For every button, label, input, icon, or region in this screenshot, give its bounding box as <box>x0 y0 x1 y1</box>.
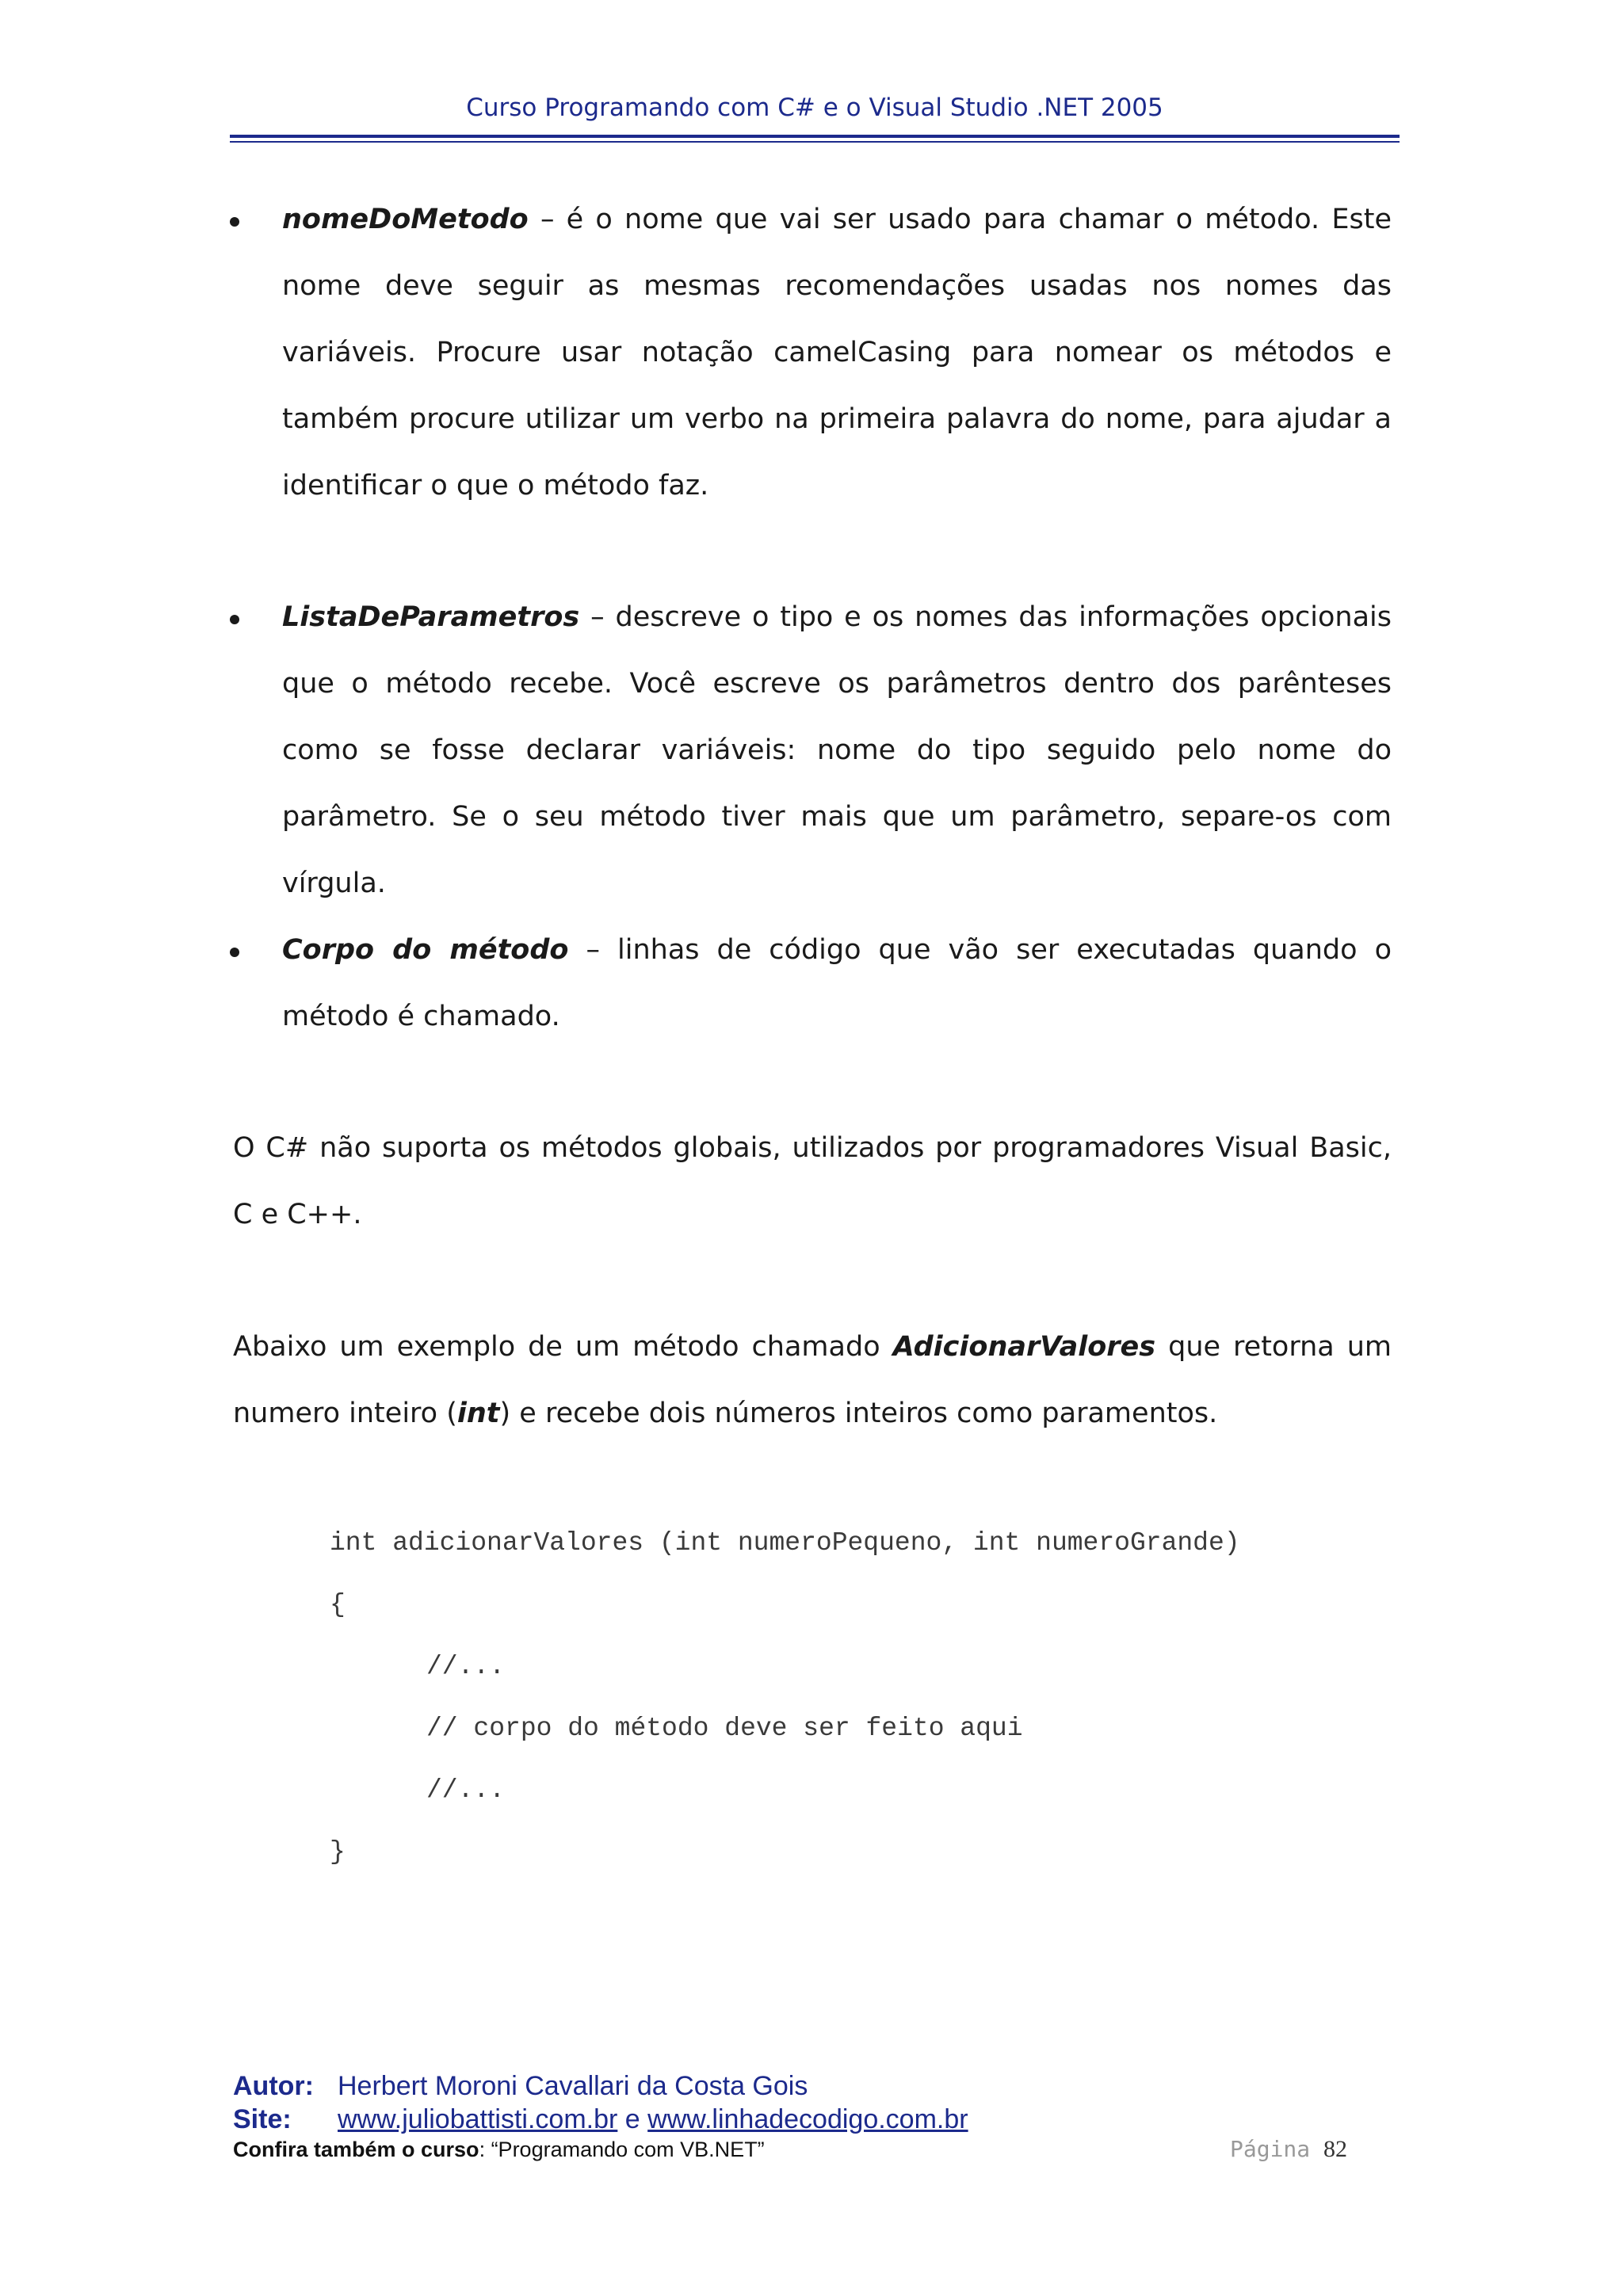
footer-author-row <box>233 2071 808 2102</box>
paragraph-text: que retorna um numero inteiro ( <box>233 1331 1392 1429</box>
code-line-signature: int adicionarValores (int numeroPequeno, int numeroGrande) <box>330 1528 1240 1558</box>
bullet-term: nomeDoMetodo <box>282 204 529 235</box>
bullet-text: – descreve o tipo e os nomes das informações opcionais que o método recebe. Você escreve os parâmetros dentro dos parênteses como se fosse declarar variáveis: nome do tipo seguido pelo nome do parâmetro. Se o seu método tiver mais que um parâmetro, separe-os com vírgula. <box>282 601 1392 899</box>
method-name-term: AdicionarValores <box>892 1331 1156 1363</box>
page-number <box>1230 2136 1347 2163</box>
paragraph-text: ) e recebe dois números inteiros como paramentos. <box>499 1398 1218 1429</box>
bullet-term: ListaDeParametros <box>282 601 580 633</box>
paragraph-global-methods: O C# não suporta os métodos globais, utilizados por programadores Visual Basic, C e C++. <box>233 1132 1392 1230</box>
footer-course-label: Confira também o curso <box>233 2138 479 2161</box>
bullet-icon <box>230 948 239 957</box>
header-rule <box>230 135 1400 138</box>
code-line-close-brace: } <box>330 1837 346 1867</box>
footer-site-link-juliobattisti[interactable]: www.juliobattisti.com.br <box>338 2104 618 2134</box>
page-number-value: 82 <box>1323 2136 1348 2162</box>
code-line-comment: //... <box>426 1775 506 1805</box>
bullet-icon <box>230 217 239 227</box>
paragraph-text: Abaixo um exemplo de um método chamado <box>233 1331 893 1363</box>
bullet-term: Corpo do método <box>282 934 569 966</box>
footer-site-link-linhadecodigo[interactable]: www.linhadecodigo.com.br <box>647 2104 968 2134</box>
footer-author-label: Autor: <box>233 2071 314 2101</box>
footer-site-label: Site: <box>233 2104 292 2134</box>
bullet-paragraph <box>282 917 1392 1050</box>
footer-site-row <box>233 2104 968 2135</box>
int-term: int <box>456 1398 500 1429</box>
bullet-icon <box>230 615 239 624</box>
page-label: Página <box>1230 2136 1311 2162</box>
code-line-comment: //... <box>426 1652 506 1681</box>
footer-author-name: Herbert Moroni Cavallari da Costa Gois <box>338 2071 808 2101</box>
footer-site-separator: e <box>617 2104 648 2134</box>
bullet-paragraph <box>282 584 1392 917</box>
code-line-comment: // corpo do método deve ser feito aqui <box>426 1714 1023 1743</box>
bullet-paragraph <box>282 186 1392 519</box>
footer-course-text: : “Programando com VB.NET” <box>479 2138 765 2161</box>
footer-course-row <box>233 2138 765 2162</box>
paragraph-example-intro <box>233 1314 1392 1447</box>
page-header-title: Curso Programando com C# e o Visual Studio .NET 2005 <box>466 93 1163 122</box>
code-line-open-brace: { <box>330 1590 346 1619</box>
bullet-text: – linhas de código que vão ser executadas quando o método é chamado. <box>282 934 1392 1032</box>
header-rule-thin <box>230 141 1400 143</box>
bullet-text: – é o nome que vai ser usado para chamar o método. Este nome deve seguir as mesmas recomendações usadas nos nomes das variáveis. Procure usar notação camelCasing para nomear os métodos e também procure utilizar um verbo na primeira palavra do nome, para ajudar a identificar o que o método faz. <box>282 204 1392 502</box>
